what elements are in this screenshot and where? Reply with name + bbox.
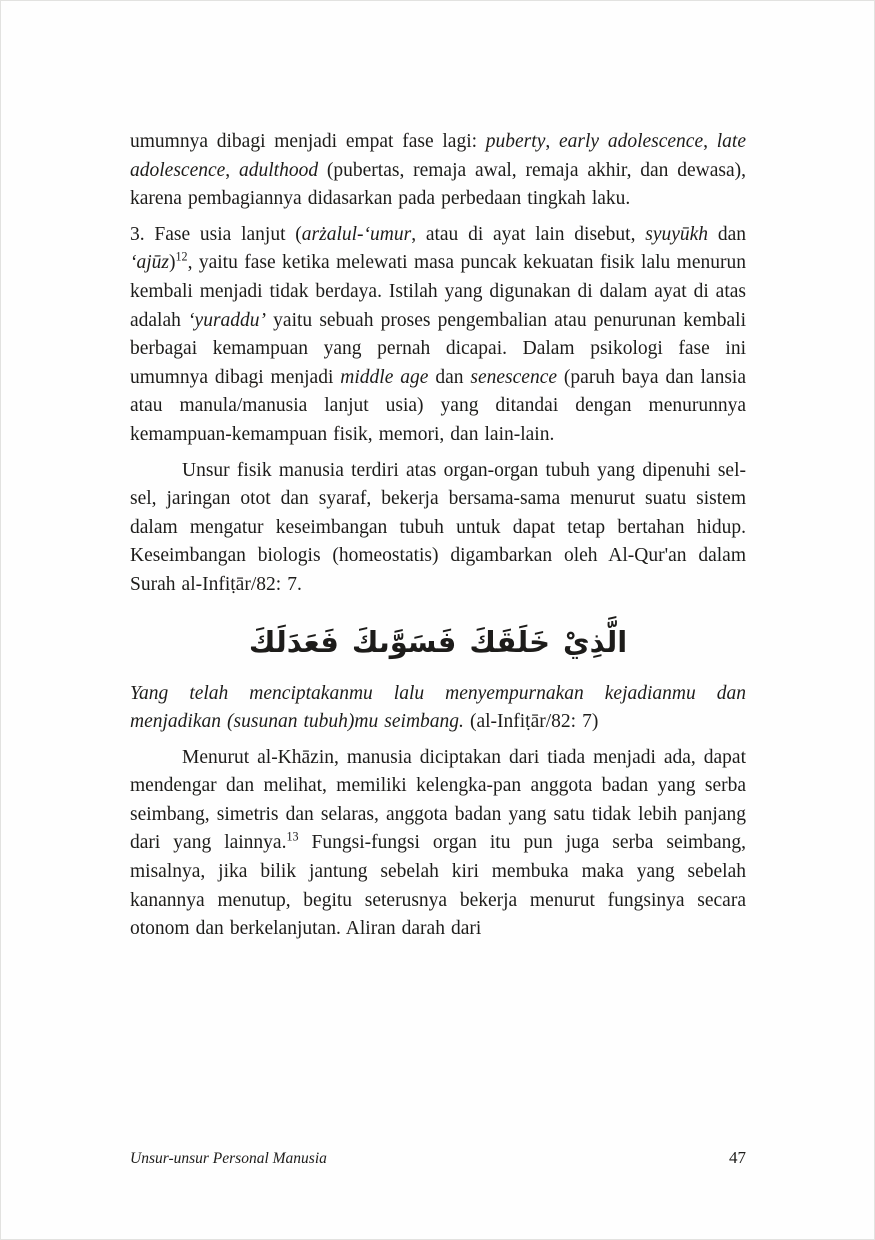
body-text: ) (169, 252, 176, 274)
body-text: (paruh baya dan lansia atau manula/manusia lanjut usia) yang ditandai dengan menurunnya kemampuan-kemampuan fisik, memori, dan lain-lain. (130, 366, 746, 445)
footer-running-title: Unsur-unsur Personal Manusia (130, 1150, 327, 1167)
italic-text: adulthood (238, 159, 319, 181)
italic-text: arżalul-‘umur (301, 223, 412, 245)
body-text: dan (428, 366, 471, 388)
italic-text: puberty (485, 131, 546, 152)
page-content (130, 128, 746, 951)
arabic-verse (130, 620, 746, 664)
italic-text: Yang telah menciptakanmu lalu menyempurnakan kejadianmu dan menjadikan (susunan tubuh)mu seimbang. (130, 682, 746, 733)
body-text: , (545, 131, 559, 152)
paragraph-al-khazin (130, 744, 746, 944)
paragraphs-container (130, 128, 746, 944)
italic-text: ‘ajūz (130, 252, 169, 274)
page-footer (130, 1148, 746, 1168)
body-text: yaitu sebuah proses pengembalian atau penurunan kembali berbagai kemampuan yang pernah dicapai. Dalam psikologi fase ini umumnya dibagi menjadi (130, 309, 747, 388)
body-text: (al-Infiṭār/82: 7) (463, 711, 599, 733)
body-text: umumnya dibagi menjadi empat fase lagi: (130, 131, 486, 152)
italic-text: syuyūkh (645, 223, 709, 245)
page-number: 47 (729, 1148, 746, 1167)
italic-text: late adolescence (130, 131, 746, 181)
italic-text: early adolescence (559, 131, 704, 152)
italic-text: middle age (340, 366, 429, 388)
verse-translation (130, 680, 746, 737)
body-text: الَّذِيْ خَلَقَكَ فَسَوَّىكَ فَعَدَلَكَ (248, 624, 628, 659)
body-text: Unsur fisik manusia terdiri atas organ-organ tubuh yang dipenuhi sel-sel, jaringan otot dan syaraf, bekerja bersama-sama menurut suatu sistem dalam mengatur keseimbangan tubuh untuk dapat tetap bertahan hidup. Keseimbangan biologis (homeostatis) digambarkan oleh Al-Qur'an dalam Surah al-Infiṭār/82: 7. (130, 459, 746, 595)
body-text: , (225, 159, 239, 181)
body-text: (pubertas, remaja awal, remaja akhir, dan dewasa), karena pembagiannya didasarkan pada perbedaan tingkah laku. (130, 159, 746, 210)
italic-text: senescence (470, 366, 558, 388)
body-text: 3. Fase usia lanjut ( (130, 223, 302, 245)
footnote-reference: 12 (175, 249, 188, 264)
italic-text: ‘yuraddu’ (188, 309, 267, 331)
body-text: Fungsi-fungsi organ itu pun juga serba seimbang, misalnya, jika bilik jantung sebelah kiri membuka maka yang sebelah kanannya menutup, begitu seterusnya bekerja menurut fungsinya secara otonom dan berkelanjutan. Aliran darah dari (130, 832, 746, 940)
body-text: , (703, 131, 717, 152)
body-text: dan (708, 223, 746, 245)
paragraph-unsur-fisik (130, 457, 746, 600)
body-text: Menurut al-Khāzin, manusia diciptakan dari tiada menjadi ada, dapat mendengar dan melihat, memiliki kelengka-pan anggota badan yang serba seimbang, simetris dan selaras, anggota badan yang satu tidak lebih panjang dari yang lainnya. (130, 746, 746, 854)
body-text: , yaitu fase ketika melewati masa puncak kekuatan fisik lalu menurun kembali menjadi tidak berdaya. Istilah yang digunakan di dalam ayat di atas adalah (130, 252, 746, 331)
body-text: , atau di ayat lain disebut, (411, 223, 646, 245)
paragraph-fase-usia-lanjut (130, 221, 746, 450)
footnote-reference: 13 (286, 829, 299, 844)
paragraph-empat-fase (130, 128, 746, 214)
